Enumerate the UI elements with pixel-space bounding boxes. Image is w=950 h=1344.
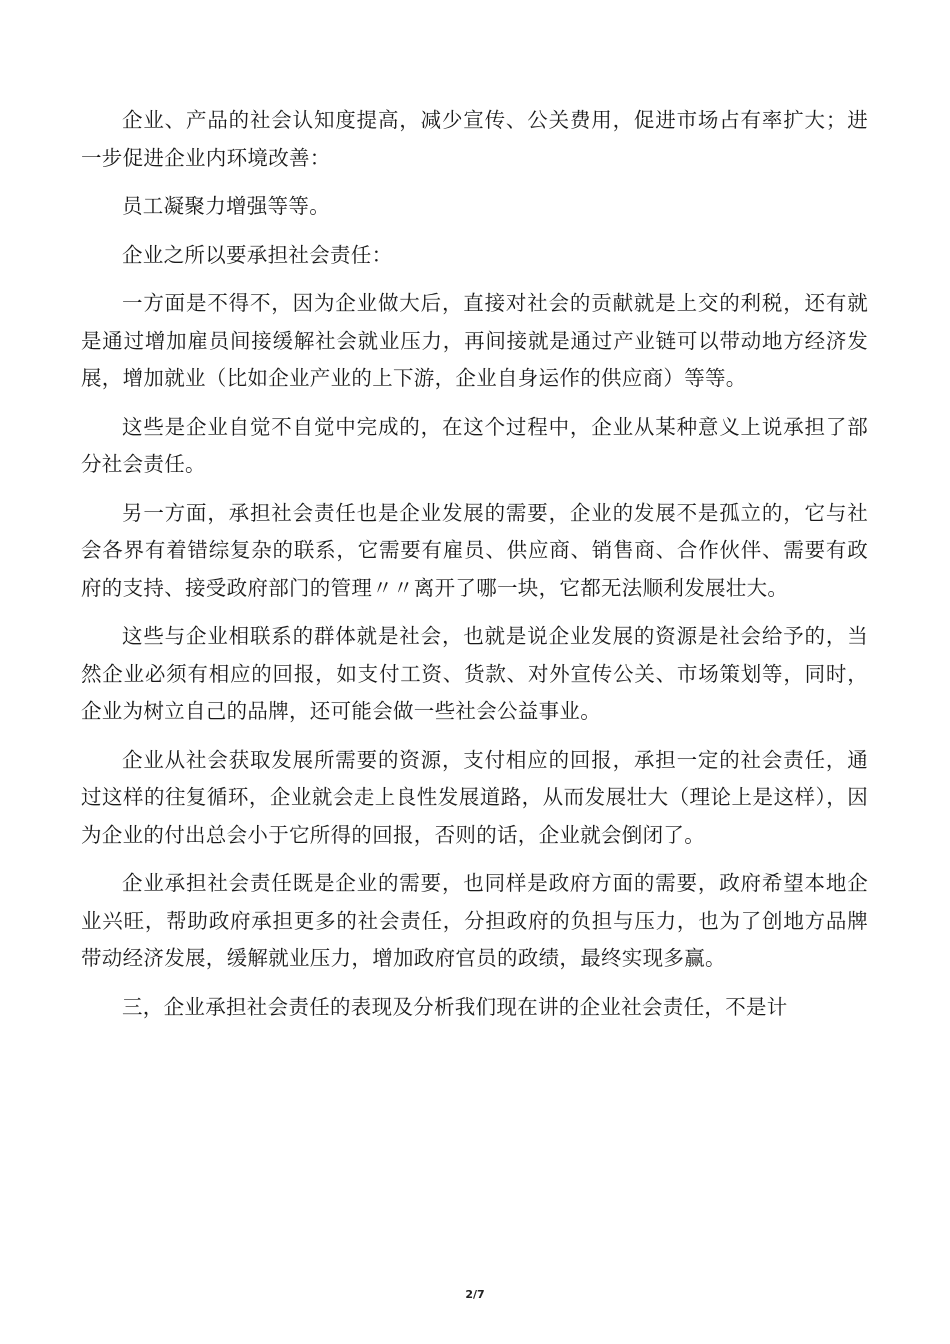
page-number: 2/7 (465, 1288, 485, 1301)
document-body (81, 102, 868, 1037)
paragraph: 一方面是不得不，因为企业做大后，直接对社会的贡献就是上交的利税，还有就是通过增加雇员间接缓解社会就业压力，再间接就是通过产业链可以带动地方经济发展，增加就业（比如企业产业的上下游，企业自身运作的供应商）等等。 (81, 291, 868, 390)
paragraph: 企业、产品的社会认知度提高，减少宣传、公关费用，促进市场占有率扩大；进一步促进企业内环境改善： (81, 108, 868, 170)
paragraph: 企业承担社会责任既是企业的需要，也同样是政府方面的需要，政府希望本地企业兴旺，帮助政府承担更多的社会责任，分担政府的负担与压力，也为了创地方品牌带动经济发展，缓解就业压力，增加政府官员的政绩，最终实现多赢。 (81, 871, 868, 970)
paragraph: 企业之所以要承担社会责任： (122, 242, 393, 267)
paragraph: 三，企业承担社会责任的表现及分析我们现在讲的企业社会责任，不是计 (122, 994, 788, 1019)
paragraph: 这些是企业自觉不自觉中完成的，在这个过程中，企业从某种意义上说承担了部分社会责任。 (81, 414, 868, 476)
paragraph: 员工凝聚力增强等等。 (122, 194, 330, 218)
paragraph: 企业从社会获取发展所需要的资源，支付相应的回报，承担一定的社会责任，通过这样的往复循环，企业就会走上良性发展道路，从而发展壮大（理论上是这样），因为企业的付出总会小于它所得的回报，否则的话，企业就会倒闭了。 (81, 747, 868, 847)
paragraph: 另一方面，承担社会责任也是企业发展的需要，企业的发展不是孤立的，它与社会各界有着错综复杂的联系，它需要有雇员、供应商、销售商、合作伙伴、需要有政府的支持、接受政府部门的管理〃〃离开了哪一块，它都无法顺利发展壮大。 (81, 500, 868, 600)
paragraph: 这些与企业相联系的群体就是社会，也就是说企业发展的资源是社会给予的，当然企业必须有相应的回报，如支付工资、货款、对外宣传公关、市场策划等，同时，企业为树立自己的品牌，还可能会做一些社会公益事业。 (81, 624, 868, 723)
